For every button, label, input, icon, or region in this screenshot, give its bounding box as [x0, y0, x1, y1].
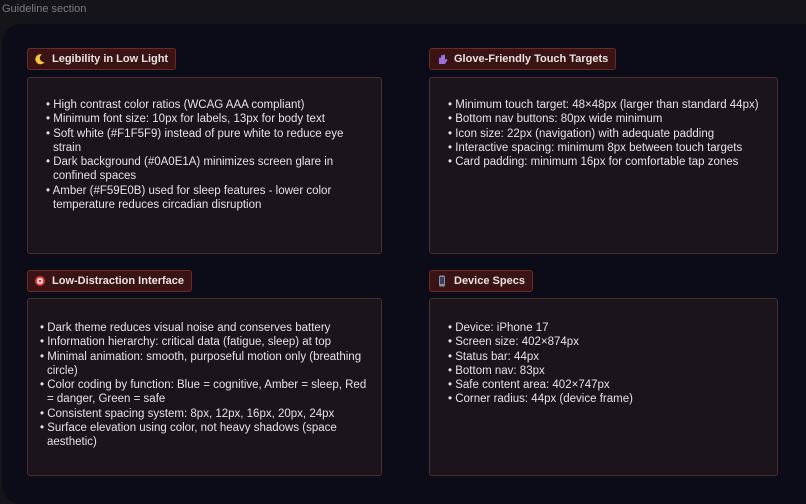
tag-label: Device Specs — [454, 275, 525, 287]
section-label: Guideline section — [2, 3, 87, 15]
tag-legibility — [27, 48, 176, 70]
moon-icon — [34, 53, 46, 65]
list-item: • Dark theme reduces visual noise and conserves battery — [40, 321, 375, 335]
list-item: • Corner radius: 44px (device frame) — [448, 392, 767, 406]
guideline-list — [46, 86, 371, 212]
list-item: • Dark background (#0A0E1A) minimizes screen glare in confined spaces — [46, 155, 371, 184]
tag-touch-targets — [429, 48, 616, 70]
list-item: • Minimum font size: 10px for labels, 13px for body text — [46, 112, 371, 126]
list-item: • Screen size: 402×874px — [448, 335, 767, 349]
phone-icon — [436, 275, 448, 287]
guideline-list — [40, 307, 375, 450]
list-item: • Consistent spacing system: 8px, 12px, 16px, 20px, 24px — [40, 407, 375, 421]
guideline-list — [448, 86, 767, 169]
tag-label: Low-Distraction Interface — [52, 275, 185, 287]
list-item: • Amber (#F59E0B) used for sleep features - lower color temperature reduces circadian disruption — [46, 184, 371, 213]
card-touch-targets — [429, 77, 778, 254]
list-item: • High contrast color ratios (WCAG AAA compliant) — [46, 98, 371, 112]
list-item: • Status bar: 44px — [448, 350, 767, 364]
list-item: • Icon size: 22px (navigation) with adequate padding — [448, 127, 767, 141]
tag-low-distraction — [27, 270, 192, 292]
list-item: • Information hierarchy: critical data (fatigue, sleep) at top — [40, 335, 375, 349]
tag-device-specs — [429, 270, 533, 292]
list-item: • Minimum touch target: 48×48px (larger than standard 44px) — [448, 98, 767, 112]
tag-label: Glove-Friendly Touch Targets — [454, 53, 609, 65]
target-icon — [34, 275, 46, 287]
guideline-list — [448, 307, 767, 407]
list-item: • Color coding by function: Blue = cognitive, Amber = sleep, Red = danger, Green = safe — [40, 378, 375, 407]
list-item: • Device: iPhone 17 — [448, 321, 767, 335]
list-item: • Interactive spacing: minimum 8px between touch targets — [448, 141, 767, 155]
list-item: • Surface elevation using color, not heavy shadows (space aesthetic) — [40, 421, 375, 450]
card-low-distraction — [27, 298, 382, 476]
card-legibility — [27, 77, 382, 254]
list-item: • Safe content area: 402×747px — [448, 378, 767, 392]
tag-label: Legibility in Low Light — [52, 53, 169, 65]
list-item: • Bottom nav buttons: 80px wide minimum — [448, 112, 767, 126]
glove-icon — [436, 53, 448, 65]
card-device-specs — [429, 298, 778, 476]
list-item: • Soft white (#F1F5F9) instead of pure white to reduce eye strain — [46, 127, 371, 156]
list-item: • Minimal animation: smooth, purposeful motion only (breathing circle) — [40, 350, 375, 379]
list-item: • Card padding: minimum 16px for comfortable tap zones — [448, 155, 767, 169]
list-item: • Bottom nav: 83px — [448, 364, 767, 378]
